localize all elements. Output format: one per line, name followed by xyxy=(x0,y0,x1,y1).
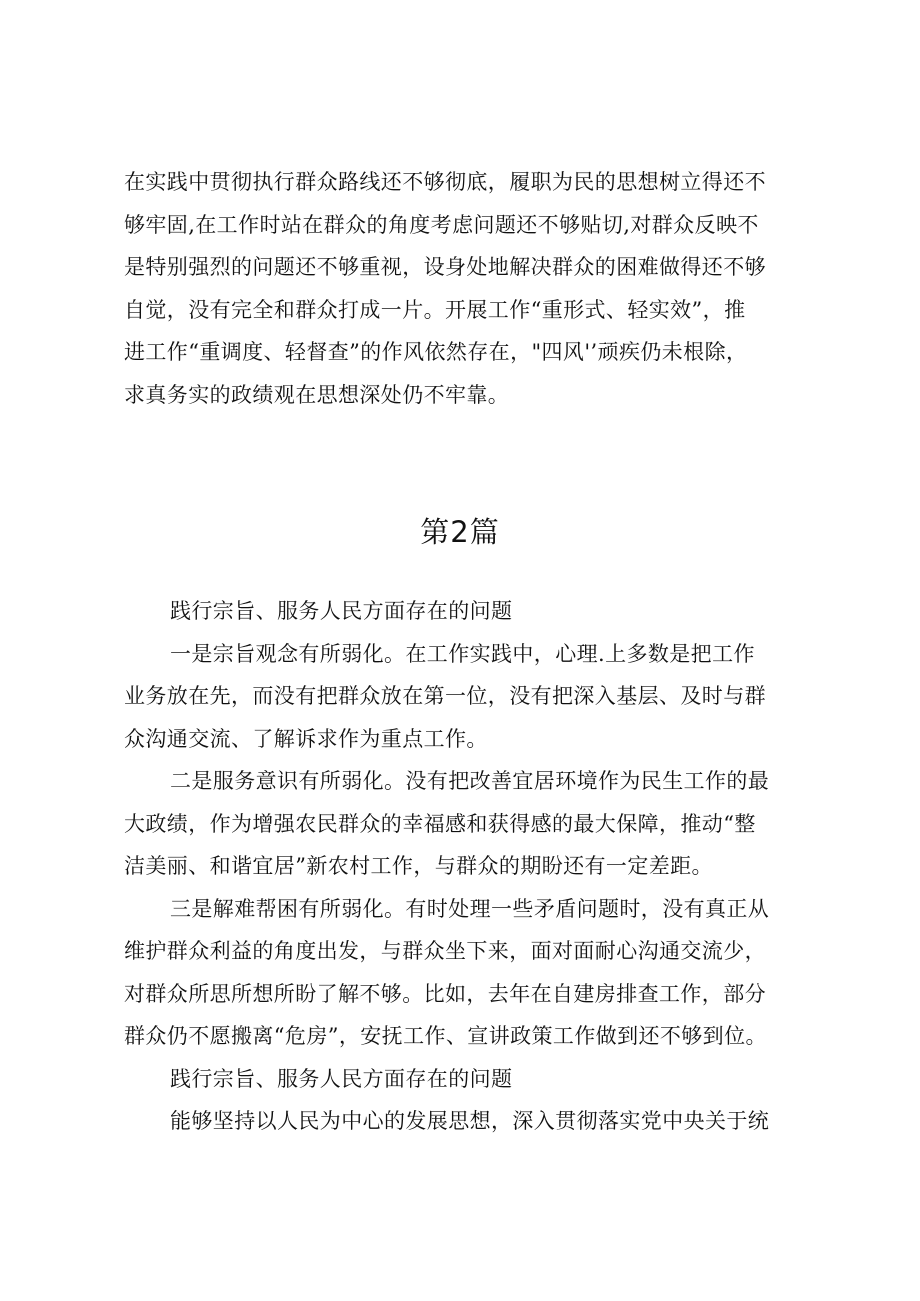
section-1-paragraph xyxy=(124,161,824,416)
text-line: 维护群众利益的角度出发，与群众坐下来，面对面耐心沟通交流少， xyxy=(124,939,766,963)
text-line: 求真务实的政绩观在思想深处仍不牢靠。 xyxy=(124,382,510,407)
subheading: 践行宗旨、服务人民方面存在的问题 xyxy=(170,1066,513,1091)
section-2-body xyxy=(124,590,824,1143)
text-line: 进工作“重调度、轻督查”的作风依然存在，"四风'’顽疾仍未根除， xyxy=(124,340,748,364)
text-line: 对群众所思所想所盼了解不够。比如，去年在自建房排查工作，部分 xyxy=(124,981,766,1006)
text-line: 自觉，没有完全和群众打成一片。开展工作“重形式、轻实效”，推 xyxy=(124,297,746,322)
text-line: 三是解难帮困有所弱化。有时处理一些矛盾问题时，没有真正从 xyxy=(170,896,770,921)
subheading: 践行宗旨、服务人民方面存在的问题 xyxy=(170,599,513,623)
text-line: 是特别强烈的问题还不够重视，设身处地解决群众的困难做得还不够 xyxy=(124,255,766,279)
text-line: 众沟通交流、了解诉求作为重点工作。 xyxy=(124,726,488,751)
text-line: 够牢固,在工作时站在群众的角度考虑问题还不够贴切,对群众反映不 xyxy=(124,212,759,237)
section-heading: 第2篇 xyxy=(420,515,500,549)
text-line: 一是宗旨观念有所弱化。在工作实践中，心理.上多数是把工作 xyxy=(170,641,755,666)
text-line: 洁美丽、和谐宜居”新农村工作，与群众的期盼还有一定差距。 xyxy=(124,854,713,878)
text-line: 在实践中贯彻执行群众路线还不够彻底，履职为民的思想树立得还不 xyxy=(124,170,766,194)
text-line: 群众仍不愿搬离“危房”，安抚工作、宣讲政策工作做到还不够到位。 xyxy=(124,1024,767,1048)
text-line: 能够坚持以人民为中心的发展思想，深入贯彻落实党中央关于统 xyxy=(170,1109,770,1133)
text-line: 二是服务意识有所弱化。没有把改善宜居环境作为民生工作的最 xyxy=(170,769,770,793)
text-line: 业务放在先，而没有把群众放在第一位，没有把深入基层、及时与群 xyxy=(124,684,766,708)
text-line: 大政绩，作为增强农民群众的幸福感和获得感的最大保障，推动“整 xyxy=(124,811,756,836)
